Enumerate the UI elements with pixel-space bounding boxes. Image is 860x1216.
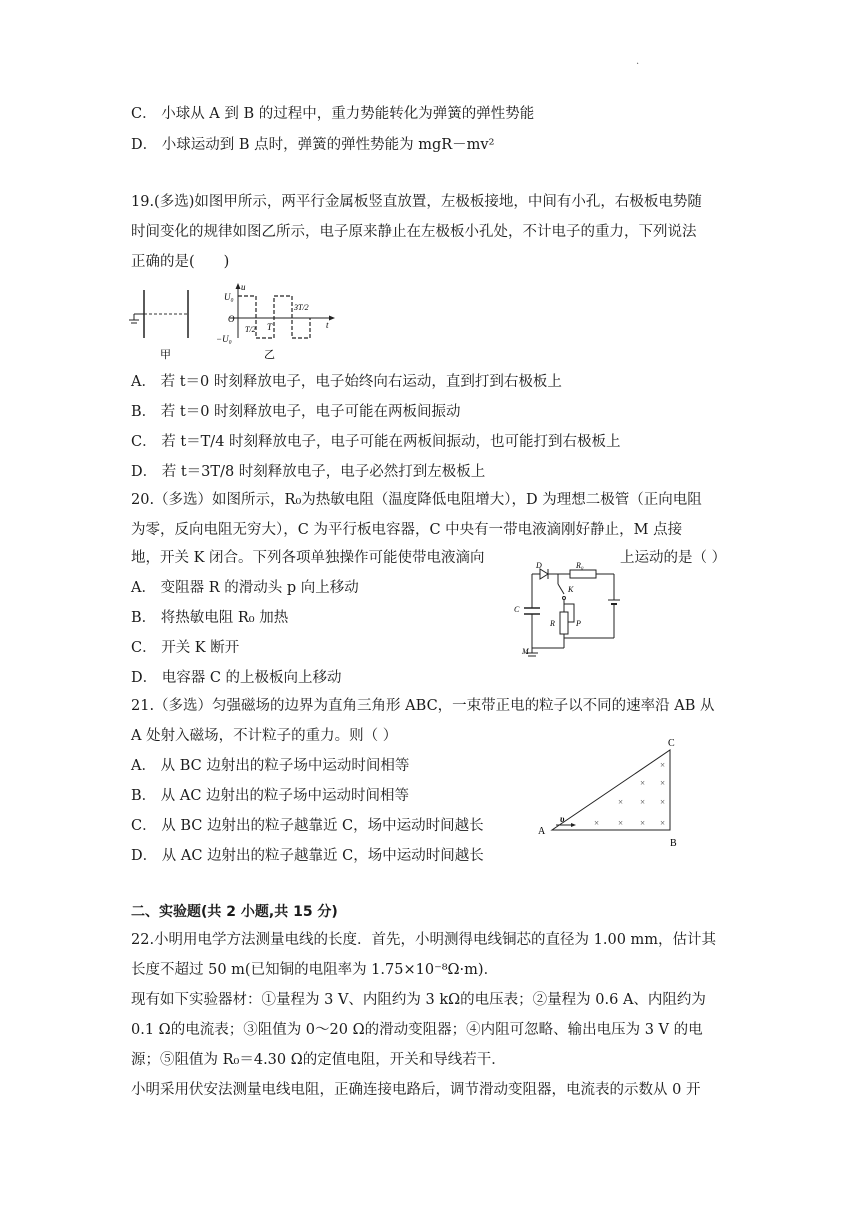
q20-option-b: B． 将热敏电阻 R₀ 加热 xyxy=(131,610,289,626)
q20-circuit-figure xyxy=(510,558,634,666)
q20-stem-line3b: 上运动的是（ ） xyxy=(620,550,727,566)
q19-fig-3t-half: 3T/2 xyxy=(294,303,309,312)
q21-option-a: A． 从 BC 边射出的粒子场中运动时间相等 xyxy=(131,758,410,774)
q21-fig-velocity: υ xyxy=(560,814,565,824)
q19-fig-axis-t: t xyxy=(326,320,329,330)
q19-fig-yi-label: 乙 xyxy=(264,349,275,361)
field-mark: × xyxy=(640,797,646,807)
field-mark: × xyxy=(640,818,646,828)
q18-option-c: C． 小球从 A 到 B 的过程中，重力势能转化为弹簧的弹性势能 xyxy=(131,106,535,122)
q19-fig-neg-u0: −U₀ xyxy=(216,334,232,344)
q19-option-a: A． 若 t＝0 时刻释放电子，电子始终向右运动，直到打到右极板上 xyxy=(131,374,562,390)
q22-line2: 长度不超过 50 m(已知铜的电阻率为 1.75×10⁻⁸Ω·m)． xyxy=(131,962,499,978)
q19-option-b: B． 若 t＝0 时刻释放电子，电子可能在两板间振动 xyxy=(131,404,461,420)
field-mark: × xyxy=(640,778,646,788)
q21-stem-line2: A 处射入磁场，不计粒子的重力。则（ ） xyxy=(131,728,398,744)
q20-fig-p: P xyxy=(576,619,581,628)
q21-option-d: D． 从 AC 边射出的粒子越靠近 C，场中运动时间越长 xyxy=(131,848,484,864)
q22-line1: 22.小明用电学方法测量电线的长度．首先，小明测得电线铜芯的直径为 1.00 mm，估计其 xyxy=(131,932,717,948)
q22-line5: 源；⑤阻值为 R₀＝4.30 Ω的定值电阻，开关和导线若干． xyxy=(131,1052,506,1068)
q20-stem-line1: 20.（多选）如图所示，R₀为热敏电阻（温度降低电阻增大），D 为理想二极管（正向电阻 xyxy=(131,492,702,508)
section-title-experiments: 二、实验题(共 2 小题,共 15 分) xyxy=(131,904,338,920)
q21-option-b: B． 从 AC 边射出的粒子场中运动时间相等 xyxy=(131,788,410,804)
field-mark: × xyxy=(660,818,666,828)
q19-fig-origin: O xyxy=(228,314,235,324)
field-mark: × xyxy=(618,818,624,828)
q21-fig-a: A xyxy=(538,826,546,837)
q21-triangle-figure xyxy=(530,734,690,850)
q21-fig-c: C xyxy=(668,738,675,749)
q18-option-d: D． 小球运动到 B 点时，弹簧的弹性势能为 mgR－mv² xyxy=(131,137,495,153)
q20-fig-m: M xyxy=(522,647,529,656)
q19-option-c: C． 若 t＝T/4 时刻释放电子，电子可能在两板间振动，也可能打到右极板上 xyxy=(131,434,621,450)
q20-option-a: A． 变阻器 R 的滑动头 p 向上移动 xyxy=(131,580,359,596)
q19-stem-line3: 正确的是( ) xyxy=(131,254,230,270)
q21-option-c: C． 从 BC 边射出的粒子越靠近 C，场中运动时间越长 xyxy=(131,818,484,834)
q20-option-d: D． 电容器 C 的上极板向上移动 xyxy=(131,670,342,686)
q20-stem-line3a: 地，开关 K 闭合。下列各项单独操作可能使带电液滴向 xyxy=(131,550,485,566)
header-mark: . xyxy=(636,56,640,67)
q20-fig-d: D xyxy=(536,561,542,570)
field-mark: × xyxy=(660,797,666,807)
q20-fig-k: K xyxy=(568,585,574,594)
field-mark: × xyxy=(660,778,666,788)
field-mark: × xyxy=(660,760,666,770)
q21-fig-b: B xyxy=(670,838,677,849)
q19-fig-jia-label: 甲 xyxy=(160,349,171,361)
q19-stem-line2: 时间变化的规律如图乙所示，电子原来静止在左极板小孔处，不计电子的重力，下列说法 xyxy=(131,224,697,240)
q22-line4: 0.1 Ω的电流表；③阻值为 0～20 Ω的滑动变阻器；④内阻可忽略、输出电压为 3 V 的电 xyxy=(131,1022,703,1038)
q19-option-d: D． 若 t＝3T/8 时刻释放电子，电子必然打到左极板上 xyxy=(131,464,486,480)
q20-fig-r: R xyxy=(550,619,555,628)
q20-fig-c: C xyxy=(514,605,520,614)
q19-figure-jia xyxy=(128,282,200,362)
q19-stem-line1: 19.(多选)如图甲所示，两平行金属板竖直放置，左极板接地，中间有小孔，右极板电势随 xyxy=(131,194,702,210)
q20-option-c: C． 开关 K 断开 xyxy=(131,640,240,656)
q22-line3: 现有如下实验器材：①量程为 3 V、内阻约为 3 kΩ的电压表；②量程为 0.6 A、内阻约为 xyxy=(131,992,706,1008)
q22-line6: 小明采用伏安法测量电线电阻，正确连接电路后，调节滑动变阻器，电流表的示数从 0 开 xyxy=(131,1082,701,1098)
q20-stem-line2: 为零，反向电阻无穷大），C 为平行板电容器，C 中央有一带电液滴刚好静止，M 点接 xyxy=(131,522,683,538)
field-mark: × xyxy=(594,818,600,828)
q20-fig-r0: R₀ xyxy=(576,561,584,570)
q19-fig-u0: U₀ xyxy=(224,292,234,302)
q19-fig-t: T xyxy=(267,322,273,332)
q19-figure-yi xyxy=(210,280,338,362)
field-mark: × xyxy=(618,797,624,807)
q19-fig-t-half: T/2 xyxy=(245,325,256,334)
q19-fig-axis-u: u xyxy=(241,282,246,292)
q21-stem-line1: 21.（多选）匀强磁场的边界为直角三角形 ABC，一束带正电的粒子以不同的速率沿 AB 从 xyxy=(131,698,715,714)
